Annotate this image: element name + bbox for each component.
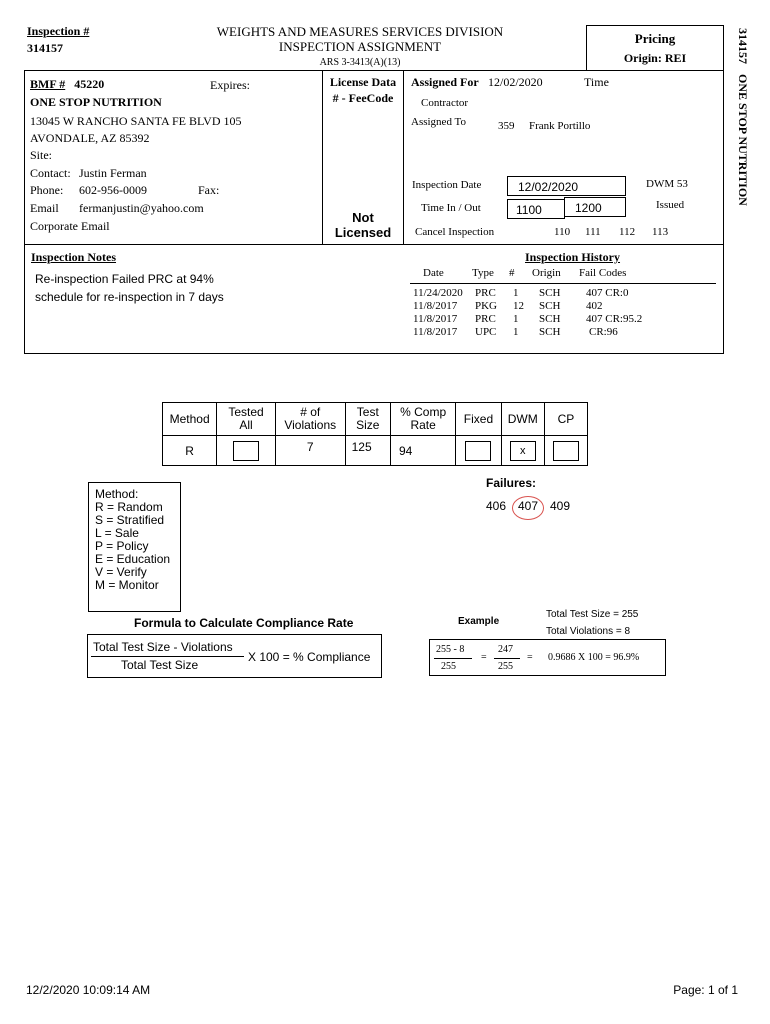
corporate-email-label: Corporate Email <box>30 219 110 233</box>
example-numerator-2: 247 <box>498 644 513 655</box>
example-denominator-2: 255 <box>498 661 513 672</box>
statute-reference: ARS 3-3413(A)(13) <box>319 57 401 68</box>
header-test-size-line-2: Size <box>356 418 380 432</box>
history-origin: SCH <box>539 326 561 338</box>
contact-name: Justin Ferman <box>79 166 147 180</box>
value-comp-rate: 94 <box>390 436 455 466</box>
email-value: fermanjustin@yahoo.com <box>79 201 204 215</box>
assigned-to-name: Frank Portillo <box>529 120 591 132</box>
header-tested-all-line-1: Tested <box>228 405 264 419</box>
test-results-table <box>162 402 588 466</box>
value-tested-all <box>217 436 276 466</box>
history-header-count: # <box>509 267 515 279</box>
formula-denominator: Total Test Size <box>121 658 199 672</box>
license-status-line-2: Licensed <box>334 225 392 240</box>
cancel-code: 113 <box>652 226 669 238</box>
email-label: Email <box>30 201 59 215</box>
formula-numerator: Total Test Size - Violations <box>93 640 233 654</box>
header-violations-line-2: Violations <box>284 418 337 432</box>
inspection-notes-title: Inspection Notes <box>31 250 117 264</box>
example-test-size: Total Test Size = 255 <box>546 609 639 620</box>
history-count: 1 <box>513 326 519 338</box>
history-header-fail-codes: Fail Codes <box>579 267 627 279</box>
dwm-checkbox[interactable]: x <box>510 441 536 461</box>
history-header-type: Type <box>472 267 494 279</box>
time-in-out-label: Time In / Out <box>421 202 481 214</box>
example-equals-1: = <box>481 652 487 663</box>
expires-label: Expires: <box>210 78 250 92</box>
cp-checkbox[interactable] <box>553 441 579 461</box>
method-legend-item: S = Stratified <box>95 513 165 527</box>
method-legend-item: P = Policy <box>95 539 149 553</box>
header-comp-rate-line-2: Rate <box>410 418 436 432</box>
cancel-code: 112 <box>619 226 636 238</box>
fixed-checkbox[interactable] <box>465 441 491 461</box>
pricing-label: Pricing <box>634 31 676 46</box>
method-legend-title: Method: <box>95 487 139 501</box>
site-label: Site: <box>30 148 53 162</box>
address-line-1: 13045 W RANCHO SANTA FE BLVD 105 <box>30 114 242 128</box>
title-line-2: INSPECTION ASSIGNMENT <box>278 39 442 54</box>
history-header-origin: Origin <box>532 267 561 279</box>
history-origin: SCH <box>539 300 561 312</box>
method-legend-item: L = Sale <box>95 526 139 540</box>
page-number: Page: 1 of 1 <box>673 983 738 997</box>
example-label: Example <box>458 616 500 627</box>
time-label: Time <box>584 75 609 89</box>
history-date: 11/8/2017 <box>413 313 458 325</box>
history-date: 11/8/2017 <box>413 326 458 338</box>
pricing-box <box>586 25 724 71</box>
side-business-name: ONE STOP NUTRITION <box>736 74 750 206</box>
history-header-date: Date <box>423 267 444 279</box>
inspection-number-label: Inspection # <box>27 24 90 38</box>
feecode-label: # - FeeCode <box>332 91 394 105</box>
inspection-date-label: Inspection Date <box>412 179 482 191</box>
tested-all-checkbox[interactable] <box>233 441 259 461</box>
header-test-size-line-1: Test <box>356 405 379 419</box>
history-type: UPC <box>475 326 497 338</box>
method-legend-item: V = Verify <box>95 565 147 579</box>
fraction-bar <box>494 658 520 659</box>
history-date: 11/24/2020 <box>413 287 463 299</box>
fraction-bar <box>91 656 244 657</box>
header-comp-rate-line-1: % Comp <box>400 405 447 419</box>
time-out-field[interactable]: 1200 <box>564 197 626 217</box>
example-equals-2: = <box>527 652 533 663</box>
cancel-code: 111 <box>585 226 601 238</box>
history-date: 11/8/2017 <box>413 300 458 312</box>
test-table-header-row <box>163 403 588 436</box>
bmf-label: BMF # <box>30 77 66 91</box>
value-dwm <box>501 436 544 466</box>
failure-code: 409 <box>550 499 571 513</box>
header-tested-all <box>217 403 276 436</box>
side-inspection-number: 314157 <box>736 28 750 64</box>
header-cp: CP <box>544 403 587 436</box>
history-fail-codes: 407 CR:95.2 <box>586 313 643 325</box>
failure-code-circled: 407 <box>518 499 539 513</box>
phone-label: Phone: <box>30 183 64 197</box>
document-title <box>180 24 540 70</box>
header-tested-all-line-2: All <box>239 418 253 432</box>
history-count: 1 <box>513 287 519 299</box>
bmf-number: 45220 <box>74 77 105 91</box>
assigned-for-date: 12/02/2020 <box>488 75 543 89</box>
phone-number: 602-956-0009 <box>79 183 147 197</box>
contractor-label: Contractor <box>421 97 469 109</box>
example-numerator-1: 255 - 8 <box>436 644 465 655</box>
assigned-for-label: Assigned For <box>411 75 479 89</box>
method-legend-item: E = Education <box>95 552 171 566</box>
dwm-label: DWM 53 <box>646 178 688 190</box>
formula-multiplier: X 100 = % Compliance <box>248 650 371 664</box>
history-type: PRC <box>475 287 496 299</box>
contact-label: Contact: <box>30 166 71 180</box>
header-comp-rate <box>390 403 455 436</box>
header-fixed: Fixed <box>456 403 501 436</box>
example-denominator-1: 255 <box>441 661 456 672</box>
history-header-rule <box>410 283 716 284</box>
formula-title: Formula to Calculate Compliance Rate <box>134 616 354 630</box>
inspection-date-field[interactable]: 12/02/2020 <box>507 176 626 196</box>
value-violations: 7 <box>275 436 345 466</box>
issued-label: Issued <box>656 199 685 211</box>
origin-label: Origin: REI <box>623 51 687 65</box>
history-count: 12 <box>513 300 524 312</box>
failure-code: 406 <box>486 499 507 513</box>
header-violations-line-1: # of <box>300 405 321 419</box>
inspection-number: 314157 <box>27 41 63 55</box>
method-legend-item: R = Random <box>95 500 163 514</box>
print-timestamp: 12/2/2020 10:09:14 AM <box>26 983 151 997</box>
history-fail-codes: 407 CR:0 <box>586 287 629 299</box>
divider <box>403 70 404 245</box>
method-legend-box <box>88 482 181 612</box>
header-method: Method <box>163 403 217 436</box>
title-line-1: WEIGHTS AND MEASURES SERVICES DIVISION <box>216 24 504 39</box>
cancel-inspection-label: Cancel Inspection <box>415 226 495 238</box>
fax-label: Fax: <box>198 183 220 197</box>
test-table-value-row <box>163 436 588 466</box>
value-test-size: 125 <box>345 436 390 466</box>
inspection-history-title: Inspection History <box>525 250 621 264</box>
assigned-to-id: 359 <box>498 120 515 132</box>
license-data-label: License Data <box>329 75 397 89</box>
address-line-2: AVONDALE, AZ 85392 <box>30 131 150 145</box>
history-fail-codes: 402 <box>586 300 603 312</box>
header-test-size <box>345 403 390 436</box>
value-cp <box>544 436 587 466</box>
value-fixed <box>456 436 501 466</box>
circle-annotation <box>512 496 544 520</box>
header-violations <box>275 403 345 436</box>
bmf-line <box>30 77 104 92</box>
license-status <box>323 210 403 240</box>
note-line-2: schedule for re-inspection in 7 days <box>35 290 224 304</box>
history-type: PKG <box>475 300 498 312</box>
fraction-bar <box>434 658 472 659</box>
history-fail-codes: CR:96 <box>589 326 618 338</box>
history-type: PRC <box>475 313 496 325</box>
assigned-to-label: Assigned To <box>411 116 466 128</box>
example-violations: Total Violations = 8 <box>546 626 631 637</box>
history-count: 1 <box>513 313 519 325</box>
example-result: 0.9686 X 100 = 96.9% <box>548 652 640 663</box>
method-legend-item: M = Monitor <box>95 578 159 592</box>
license-status-line-1: Not <box>352 210 374 225</box>
history-origin: SCH <box>539 287 561 299</box>
header-dwm: DWM <box>501 403 544 436</box>
note-line-1: Re-inspection Failed PRC at 94% <box>35 272 214 286</box>
business-name: ONE STOP NUTRITION <box>30 95 162 109</box>
cancel-code: 110 <box>554 226 571 238</box>
history-origin: SCH <box>539 313 561 325</box>
value-method: R <box>163 436 217 466</box>
time-in-field[interactable]: 1100 <box>507 199 565 219</box>
failures-label: Failures: <box>486 476 537 490</box>
